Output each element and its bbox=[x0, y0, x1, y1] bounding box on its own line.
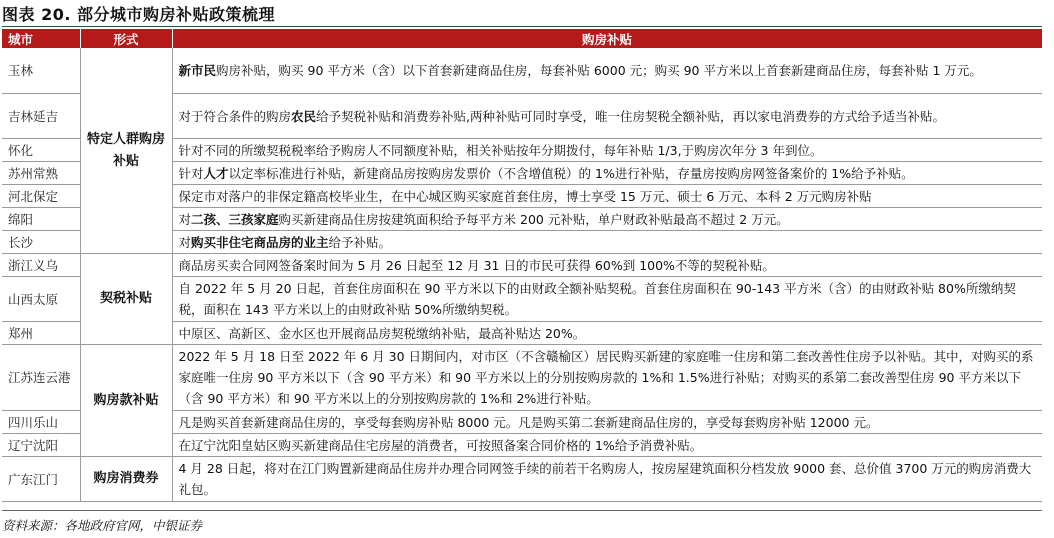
header-type: 形式 bbox=[80, 29, 172, 48]
subsidy-cell bbox=[172, 184, 1042, 207]
subsidy-cell bbox=[172, 207, 1042, 230]
city-cell: 郑州 bbox=[2, 321, 80, 344]
city-cell: 长沙 bbox=[2, 230, 80, 253]
city-cell: 苏州常熟 bbox=[2, 161, 80, 184]
subsidy-text: 针对不同的所缴契税税率给予购房人不同额度补贴，相关补贴按年分期拨付，每年补贴 1/3,于购房次年分 3 年到位。 bbox=[178, 142, 823, 158]
subsidy-text: 以定率标准进行补贴，新建商品房按购房发票价（不含增值税）的 1%进行补贴，存量房按购房网签备案价的 1%给予补贴。 bbox=[228, 165, 914, 181]
subsidy-text: 2022 年 5 月 18 日至 2022 年 6 月 30 日期间内，对市区（不含赣榆区）居民购买新建的家庭唯一住房和第二套改善性住房予以补贴。其中，对购买的系家庭唯一住房 90 平方米以下（含 90 平方米）和 90 平方米以上的分别按购房款的 1%和 1.5%进行补贴；对购买的系第二套改善型住房 90 平方米以下（含 90 平方米）和 90 平方米以上的分别按购房款的 1%和 2%进行补贴。 bbox=[178, 349, 1034, 406]
source-divider bbox=[2, 510, 1042, 511]
table-header-row bbox=[2, 29, 1042, 48]
highlight-text: 人才 bbox=[203, 165, 229, 181]
subsidy-text: 商品房买卖合同网签备案时间为 5 月 26 日起至 12 月 31 日的市民可获得 60%到 100%不等的契税补贴。 bbox=[178, 257, 775, 273]
subsidy-cell bbox=[172, 161, 1042, 184]
table-row bbox=[2, 344, 1042, 410]
table-row bbox=[2, 456, 1042, 501]
header-subsidy: 购房补贴 bbox=[172, 29, 1042, 48]
city-cell: 河北保定 bbox=[2, 184, 80, 207]
subsidy-text: 购买新建商品住房按建筑面积给予每平方米 200 元补贴，单户财政补贴最高不超过 2 万元。 bbox=[278, 211, 789, 227]
city-cell: 玉林 bbox=[2, 48, 80, 93]
subsidy-cell bbox=[172, 344, 1042, 410]
highlight-text: 二孩、三孩家庭 bbox=[191, 211, 279, 227]
subsidy-cell bbox=[172, 276, 1042, 321]
city-cell: 浙江义乌 bbox=[2, 253, 80, 276]
subsidy-cell bbox=[172, 230, 1042, 253]
type-cell: 契税补贴 bbox=[80, 253, 172, 344]
subsidy-cell bbox=[172, 410, 1042, 433]
subsidy-text: 凡是购买首套新建商品住房的，享受每套购房补贴 8000 元。凡是购买第二套新建商品住房的，享受每套购房补贴 12000 元。 bbox=[178, 414, 879, 430]
subsidy-cell bbox=[172, 48, 1042, 93]
header-city: 城市 bbox=[2, 29, 80, 48]
title-divider bbox=[2, 26, 1042, 27]
subsidy-text: 在辽宁沈阳皇姑区购买新建商品住宅房屋的消费者，可按照备案合同价格的 1%给予消费补贴。 bbox=[178, 437, 703, 453]
subsidy-text: 对 bbox=[178, 234, 192, 250]
type-cell: 购房消费券 bbox=[80, 456, 172, 501]
subsidy-cell bbox=[172, 321, 1042, 344]
subsidy-text: 给予契税补贴和消费券补贴,两种补贴可同时享受，唯一住房契税全额补贴，再以家电消费券的方式给予适当补贴。 bbox=[316, 108, 946, 124]
type-cell: 购房款补贴 bbox=[80, 344, 172, 456]
subsidy-cell bbox=[172, 456, 1042, 501]
subsidy-text: 自 2022 年 5 月 20 日起，首套住房面积在 90 平方米以下的由财政全额补贴契税。首套住房面积在 90-143 平方米（含）的由财政补贴 80%所缴纳契税，面积在 143 平方米以上的由财政补贴 50%所缴纳契税。 bbox=[178, 281, 1016, 317]
subsidy-text: 4 月 28 日起，将对在江门购置新建商品住房并办理合同网签手续的前若干名购房人，按房屋建筑面积分档发放 9000 套、总价值 3700 万元的购房消费大礼包。 bbox=[178, 461, 1032, 497]
city-cell: 广东江门 bbox=[2, 456, 80, 501]
highlight-text: 购买非住宅商品房的业主 bbox=[191, 234, 329, 250]
city-cell: 四川乐山 bbox=[2, 410, 80, 433]
subsidy-cell bbox=[172, 93, 1042, 138]
subsidy-policy-table bbox=[2, 29, 1043, 502]
table-row bbox=[2, 253, 1042, 276]
city-cell: 江苏连云港 bbox=[2, 344, 80, 410]
type-cell: 特定人群购房补贴 bbox=[80, 48, 172, 253]
subsidy-cell bbox=[172, 433, 1042, 456]
city-cell: 绵阳 bbox=[2, 207, 80, 230]
subsidy-text: 中原区、高新区、金水区也开展商品房契税缴纳补贴，最高补贴达 20%。 bbox=[178, 325, 586, 341]
city-cell: 辽宁沈阳 bbox=[2, 433, 80, 456]
city-cell: 吉林延吉 bbox=[2, 93, 80, 138]
subsidy-text: 购房补贴，购买 90 平方米（含）以下首套新建商品住房，每套补贴 6000 元；购买 90 平方米以上首套新建商品住房，每套补贴 1 万元。 bbox=[216, 63, 982, 79]
subsidy-text: 对于符合条件的购房 bbox=[178, 108, 292, 124]
table-row bbox=[2, 48, 1042, 93]
highlight-text: 新市民 bbox=[178, 63, 217, 79]
subsidy-text: 保定市对落户的非保定籍高校毕业生，在中心城区购买家庭首套住房，博士享受 15 万元、硕士 6 万元、本科 2 万元购房补贴 bbox=[178, 188, 872, 204]
subsidy-cell bbox=[172, 138, 1042, 161]
city-cell: 怀化 bbox=[2, 138, 80, 161]
subsidy-text: 针对 bbox=[178, 165, 204, 181]
subsidy-cell bbox=[172, 253, 1042, 276]
subsidy-text: 对 bbox=[178, 211, 192, 227]
highlight-text: 农民 bbox=[291, 108, 317, 124]
city-cell: 山西太原 bbox=[2, 276, 80, 321]
figure-title: 图表 20. 部分城市购房补贴政策梳理 bbox=[2, 5, 275, 24]
subsidy-text: 给予补贴。 bbox=[328, 234, 392, 250]
source-note: 资料来源：各地政府官网，中银证券 bbox=[2, 518, 203, 533]
